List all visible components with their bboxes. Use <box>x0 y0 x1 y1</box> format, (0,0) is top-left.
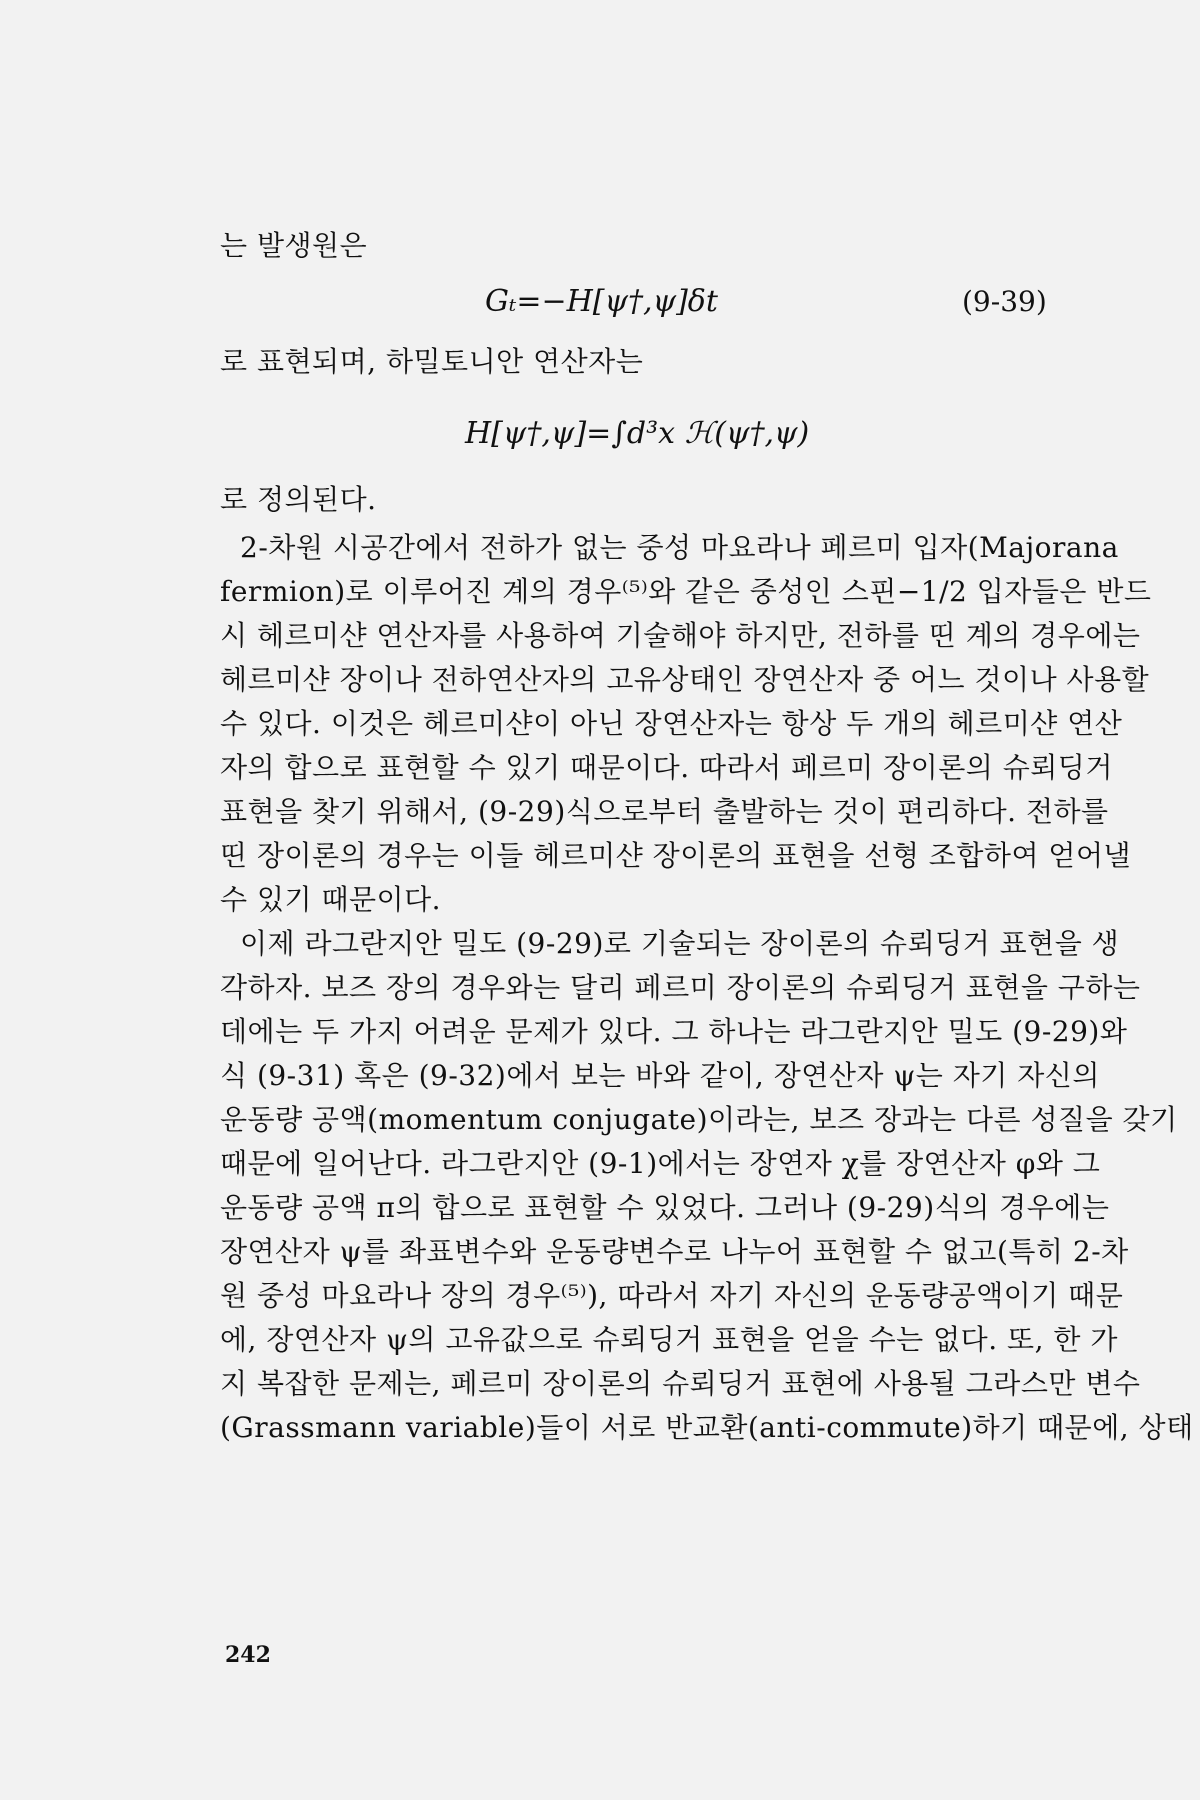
paragraph-2-line: 각하자. 보즈 장의 경우와는 달리 페르미 장이론의 슈뢰딩거 표현을 구하는 <box>220 971 1141 1004</box>
paragraph-1-line: 자의 합으로 표현할 수 있기 때문이다. 따라서 페르미 장이론의 슈뢰딩거 <box>220 751 1113 784</box>
paragraph-2-line: 운동량 공액 π의 합으로 표현할 수 있었다. 그러나 (9-29)식의 경우에는 <box>220 1191 1110 1224</box>
paragraph-1-line: 표현을 찾기 위해서, (9-29)식으로부터 출발하는 것이 편리하다. 전하를 <box>220 795 1109 828</box>
paragraph-2-line: 지 복잡한 문제는, 페르미 장이론의 슈뢰딩거 표현에 사용될 그라스만 변수 <box>220 1367 1141 1400</box>
paragraph-1-line: fermion)로 이루어진 계의 경우⁽⁵⁾와 같은 중성인 스핀−1/2 입자들은 반드 <box>220 575 1152 608</box>
text-after-equation-2: 로 정의된다. <box>220 483 377 516</box>
paragraph-2-line: 원 중성 마요라나 장의 경우⁽⁵⁾), 따라서 자기 자신의 운동량공액이기 때문 <box>220 1279 1124 1312</box>
page-number: 242 <box>225 1642 271 1668</box>
paragraph-1-line: 헤르미샨 장이나 전하연산자의 고유상태인 장연산자 중 어느 것이나 사용할 <box>220 663 1150 696</box>
intro-text: 는 발생원은 <box>220 229 368 262</box>
paragraph-2-line: 식 (9-31) 혹은 (9-32)에서 보는 바와 같이, 장연산자 ψ는 자기 자신의 <box>220 1059 1100 1092</box>
paragraph-1-line: 띤 장이론의 경우는 이들 헤르미샨 장이론의 표현을 선형 조합하여 얻어낼 <box>220 839 1132 872</box>
paragraph-2-line: (Grassmann variable)들이 서로 반교환(anti-commute)하기 때문에, 상태 <box>220 1411 1194 1444</box>
hamiltonian-equation: H[ψ†,ψ]=∫d³x ℋ(ψ†,ψ) <box>465 416 810 451</box>
paragraph-2-line: 장연산자 ψ를 좌표변수와 운동량변수로 나누어 표현할 수 없고(특히 2-차 <box>220 1235 1129 1268</box>
paragraph-1-line: 수 있다. 이것은 헤르미샨이 아닌 장연산자는 항상 두 개의 헤르미샨 연산 <box>220 707 1123 740</box>
paragraph-1-line: 수 있기 때문이다. <box>220 883 442 916</box>
paragraph-2-line: 때문에 일어난다. 라그란지안 (9-1)에서는 장연자 χ를 장연산자 φ와 그 <box>220 1147 1101 1180</box>
paragraph-2-line: 운동량 공액(momentum conjugate)이라는, 보즈 장과는 다른 성질을 갖기 <box>220 1103 1178 1136</box>
paragraph-1-line: 2-차원 시공간에서 전하가 없는 중성 마요라나 페르미 입자(Majorana <box>240 531 1119 564</box>
text-after-equation-1: 로 표현되며, 하밀토니안 연산자는 <box>220 345 644 378</box>
equation-number: (9-39) <box>962 285 1047 318</box>
paragraph-2-line: 데에는 두 가지 어려운 문제가 있다. 그 하나는 라그란지안 밀도 (9-29)와 <box>220 1015 1128 1048</box>
paragraph-2-line: 이제 라그란지안 밀도 (9-29)로 기술되는 장이론의 슈뢰딩거 표현을 생 <box>240 927 1120 960</box>
paragraph-1-line: 시 헤르미샨 연산자를 사용하여 기술해야 하지만, 전하를 띤 계의 경우에는 <box>220 619 1141 652</box>
equation-9-39: Gₜ=−H[ψ†,ψ]δt <box>485 284 718 319</box>
paragraph-2-line: 에, 장연산자 ψ의 고유값으로 슈뢰딩거 표현을 얻을 수는 없다. 또, 한 가 <box>220 1323 1118 1356</box>
